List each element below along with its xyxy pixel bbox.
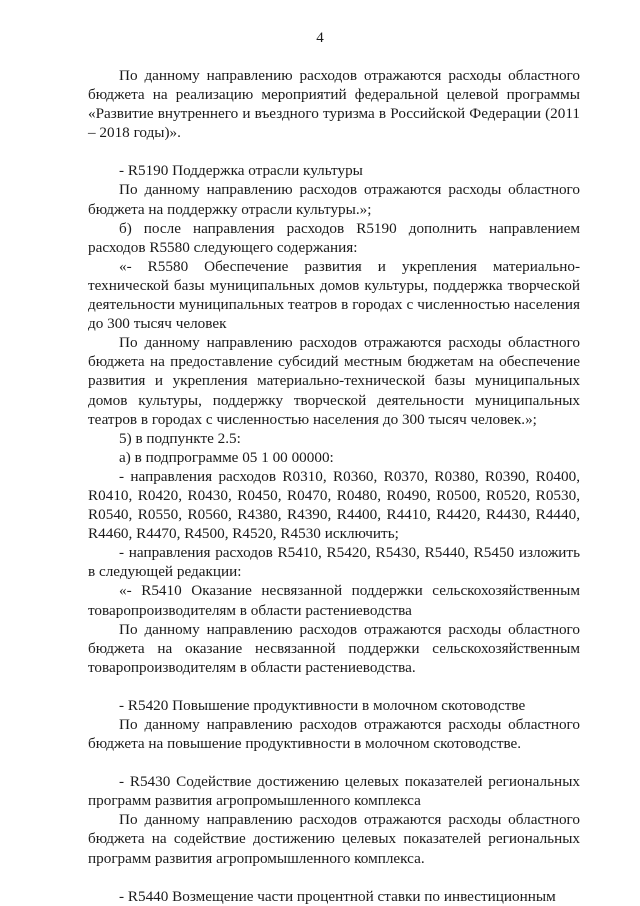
paragraph: - направления расходов R0310, R0360, R0370, R0380, R0390, R0400, R0410, R0420, R0430, R0450, R0470, R0480, R0490, R0500, R0520, R0530, R0540, R0550, R0560, R4380, R4390, R4400, R4410, R4420, R4430, R4440, R4460, R4470, R4500, R4520, R4530 исключить; bbox=[88, 467, 580, 543]
document-body bbox=[88, 66, 580, 906]
paragraph: «- R5580 Обеспечение развития и укрепления материально-технической базы муниципальных домов культуры, поддержка творческой деятельности муниципальных театров в городах с численностью населения до 300 тысяч человек bbox=[88, 257, 580, 333]
paragraph: а) в подпрограмме 05 1 00 00000: bbox=[119, 448, 334, 466]
paragraph: По данному направлению расходов отражаются расходы областного бюджета на содействие достижению целевых показателей региональных программ развития агропромышленного комплекса. bbox=[88, 811, 580, 867]
paragraph: По данному направлению расходов отражаются расходы областного бюджета на повышение продуктивности в молочном скотоводстве. bbox=[88, 716, 580, 753]
paragraph: - R5190 Поддержка отрасли культуры bbox=[119, 162, 363, 180]
paragraph-spacer bbox=[88, 753, 580, 772]
paragraph: - R5430 Содействие достижению целевых показателей региональных программ развития агропромышленного комплекса bbox=[88, 773, 580, 810]
paragraph: 5) в подпункте 2.5: bbox=[119, 429, 241, 447]
paragraph-spacer bbox=[88, 142, 580, 161]
paragraph-spacer bbox=[88, 868, 580, 887]
paragraph: - направления расходов R5410, R5420, R5430, R5440, R5450 изложить в следующей редакции: bbox=[88, 544, 580, 581]
page-number: 4 bbox=[316, 30, 324, 46]
paragraph: - R5440 Возмещение части процентной ставки по инвестиционным bbox=[119, 887, 556, 905]
paragraph: «- R5410 Оказание несвязанной поддержки сельскохозяйственным товаропроизводителям в области растениеводства bbox=[88, 582, 580, 619]
paragraph-spacer bbox=[88, 677, 580, 696]
paragraph: - R5420 Повышение продуктивности в молочном скотоводстве bbox=[119, 696, 526, 714]
paragraph: По данному направлению расходов отражаются расходы областного бюджета на реализацию мероприятий федеральной целевой программы «Развитие внутреннего и въездного туризма в Российской Федерации (2011 – 2018 годы)». bbox=[88, 67, 580, 142]
paragraph: По данному направлению расходов отражаются расходы областного бюджета на поддержку отрасли культуры.»; bbox=[88, 181, 580, 218]
paragraph: По данному направлению расходов отражаются расходы областного бюджета на предоставление субсидий местным бюджетам на обеспечение развития и укрепления материально-технической базы муниципальных домов культуры, поддержку творческой деятельности муниципальных театров в городах с численностью населения до 300 тысяч человек.»; bbox=[88, 334, 580, 428]
paragraph: б) после направления расходов R5190 дополнить направлением расходов R5580 следующего содержания: bbox=[88, 219, 580, 256]
paragraph: По данному направлению расходов отражаются расходы областного бюджета на оказание несвязанной поддержки сельскохозяйственным товаропроизводителям в области растениеводства. bbox=[88, 620, 580, 676]
